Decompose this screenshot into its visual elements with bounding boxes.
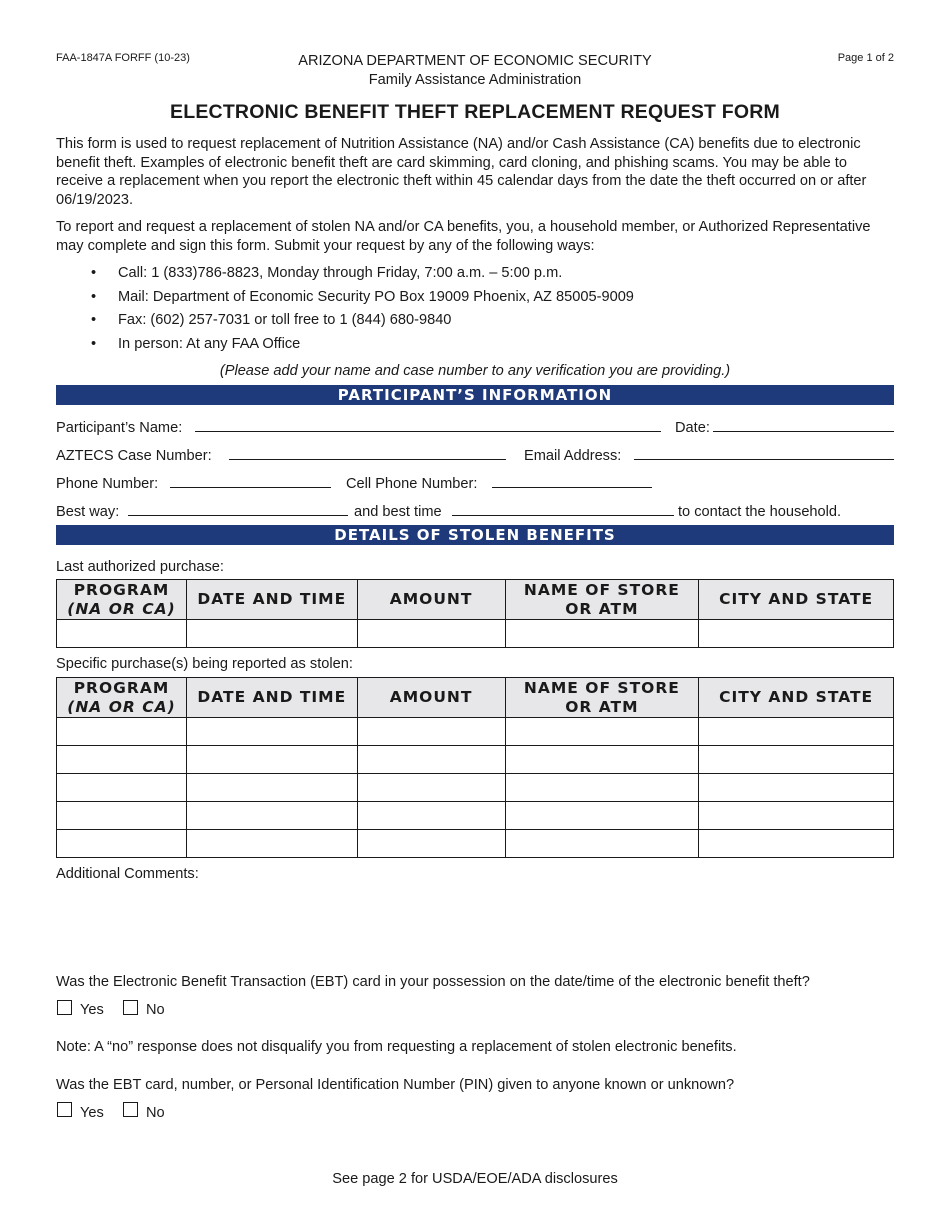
table-cell[interactable] (699, 774, 894, 802)
column-header-amount: AMOUNT (357, 580, 505, 620)
q2-no-checkbox[interactable] (123, 1102, 138, 1117)
table-cell[interactable] (699, 830, 894, 858)
table-cell[interactable] (505, 746, 699, 774)
column-header-program: PROGRAM (NA OR CA) (57, 678, 187, 718)
table-row (57, 718, 894, 746)
case-number-label: AZTECS Case Number: (56, 448, 212, 464)
list-item: • Call: 1 (833)786-8823, Monday through Friday, 7:00 a.m. – 5:00 p.m. (91, 265, 563, 281)
date-label: Date: (675, 420, 710, 436)
table-cell[interactable] (699, 620, 894, 648)
best-way-field[interactable] (128, 515, 348, 516)
intro-paragraph: This form is used to request replacement of Nutrition Assistance (NA) and/or Cash Assistance (CA) benefits due to electronic benefit theft. Examples of electronic benefit theft are card skimming, card cloning, and phishing scams. You may be able to receive a replacement when you report the electronic theft within 45 calendar days from the date the theft occurred on or after 06/19/2023. (56, 136, 867, 208)
participant-name-field[interactable] (195, 431, 661, 432)
table-cell[interactable] (505, 802, 699, 830)
date-field[interactable] (713, 431, 894, 432)
column-header-store: NAME OF STORE OR ATM (505, 580, 699, 620)
list-item: • Fax: (602) 257-7031 or toll free to 1 (844) 680-9840 (91, 312, 452, 328)
table-cell[interactable] (186, 620, 357, 648)
table-cell[interactable] (57, 718, 187, 746)
verification-note: (Please add your name and case number to any verification you are providing.) (219, 363, 731, 379)
table-cell[interactable] (699, 802, 894, 830)
table-cell[interactable] (357, 620, 505, 648)
q2-yes-checkbox[interactable] (57, 1102, 72, 1117)
table-cell[interactable] (186, 746, 357, 774)
table-row (57, 620, 894, 648)
additional-comments-label: Additional Comments: (56, 866, 199, 882)
participant-name-label: Participant’s Name: (56, 420, 183, 436)
table-cell[interactable] (699, 718, 894, 746)
stolen-purchases-label: Specific purchase(s) being reported as stolen: (56, 656, 353, 672)
table-row (57, 746, 894, 774)
table-cell[interactable] (186, 830, 357, 858)
contact-suffix: to contact the household. (678, 504, 842, 520)
q1-no-label: No (146, 1002, 165, 1018)
question-card-possession: Was the Electronic Benefit Transaction (EBT) card in your possession on the date/time of the electronic benefit theft? (56, 974, 810, 990)
table-cell[interactable] (186, 718, 357, 746)
column-header-date-time: DATE AND TIME (186, 580, 357, 620)
table-cell[interactable] (186, 774, 357, 802)
case-number-field[interactable] (229, 459, 506, 460)
column-header-program: PROGRAM (NA OR CA) (57, 580, 187, 620)
table-cell[interactable] (357, 718, 505, 746)
column-header-date-time: DATE AND TIME (186, 678, 357, 718)
table-cell[interactable] (357, 746, 505, 774)
table-cell[interactable] (57, 620, 187, 648)
list-item: • Mail: Department of Economic Security PO Box 19009 Phoenix, AZ 85005-9009 (91, 289, 634, 305)
table-cell[interactable] (357, 774, 505, 802)
phone-label: Phone Number: (56, 476, 159, 492)
q2-yes-label: Yes (80, 1105, 104, 1121)
additional-comments-field[interactable] (56, 888, 894, 958)
cell-phone-field[interactable] (492, 487, 652, 488)
q1-no-checkbox[interactable] (123, 1000, 138, 1015)
table-cell[interactable] (505, 718, 699, 746)
last-purchase-table (56, 579, 894, 648)
cell-phone-label: Cell Phone Number: (346, 476, 478, 492)
table-cell[interactable] (699, 746, 894, 774)
q1-yes-checkbox[interactable] (57, 1000, 72, 1015)
submission-methods-list (91, 265, 891, 365)
email-field[interactable] (634, 459, 894, 460)
table-cell[interactable] (57, 830, 187, 858)
table-cell[interactable] (57, 746, 187, 774)
stolen-benefits-heading: DETAILS OF STOLEN BENEFITS (56, 525, 894, 545)
table-cell[interactable] (357, 830, 505, 858)
stolen-purchases-table (56, 677, 894, 858)
table-cell[interactable] (505, 774, 699, 802)
column-header-store: NAME OF STORE OR ATM (505, 678, 699, 718)
instructions-paragraph: To report and request a replacement of stolen NA and/or CA benefits, you, a household member, or Authorized Representative may complete and sign this form. Submit your request by any of the following ways: (56, 219, 871, 254)
list-item: • In person: At any FAA Office (91, 336, 301, 352)
best-way-label: Best way: (56, 504, 120, 520)
table-row (57, 802, 894, 830)
page-number: Page 1 of 2 (837, 52, 894, 64)
column-header-amount: AMOUNT (357, 678, 505, 718)
question-pin-shared: Was the EBT card, number, or Personal Identification Number (PIN) given to anyone known or unknown? (56, 1077, 735, 1093)
best-time-field[interactable] (452, 515, 674, 516)
table-cell[interactable] (57, 774, 187, 802)
column-header-city-state: CITY AND STATE (699, 580, 894, 620)
table-cell[interactable] (357, 802, 505, 830)
q2-no-label: No (146, 1105, 165, 1121)
agency-name: ARIZONA DEPARTMENT OF ECONOMIC SECURITY (298, 53, 652, 69)
division-name: Family Assistance Administration (368, 72, 582, 88)
footer-disclosure: See page 2 for USDA/EOE/ADA disclosures (332, 1171, 618, 1187)
best-time-label: and best time (354, 504, 442, 520)
column-header-city-state: CITY AND STATE (699, 678, 894, 718)
table-cell[interactable] (186, 802, 357, 830)
last-purchase-label: Last authorized purchase: (56, 559, 224, 575)
table-cell[interactable] (57, 802, 187, 830)
form-code: FAA-1847A FORFF (10-23) (56, 52, 190, 64)
form-title: ELECTRONIC BENEFIT THEFT REPLACEMENT REQUEST FORM (170, 101, 780, 123)
q1-yes-label: Yes (80, 1002, 104, 1018)
table-cell[interactable] (505, 620, 699, 648)
phone-field[interactable] (170, 487, 331, 488)
table-cell[interactable] (505, 830, 699, 858)
participant-info-heading: PARTICIPANT’S INFORMATION (56, 385, 894, 405)
table-row (57, 774, 894, 802)
email-label: Email Address: (524, 448, 622, 464)
table-row (57, 830, 894, 858)
no-response-note: Note: A “no” response does not disqualify you from requesting a replacement of stolen electronic benefits. (56, 1039, 737, 1055)
